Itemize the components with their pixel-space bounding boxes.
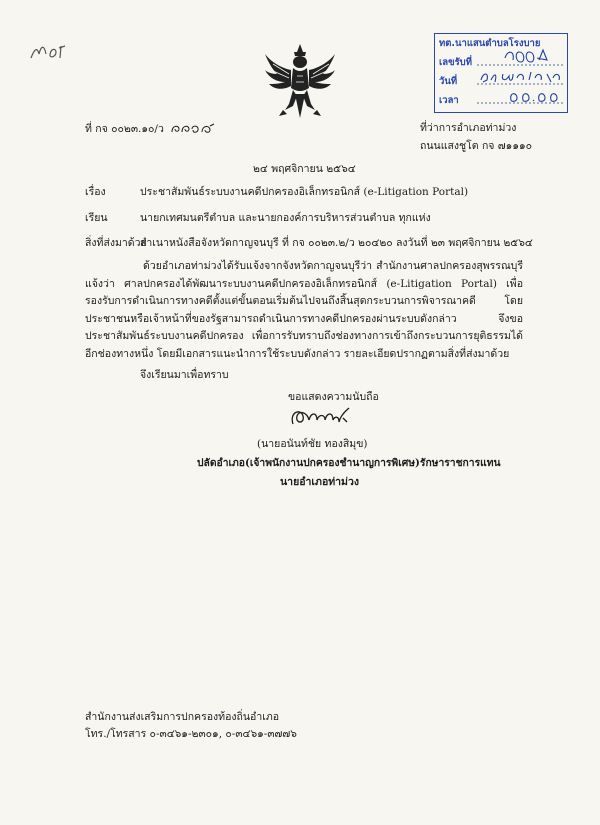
garuda-emblem-icon [263, 40, 337, 124]
stamp-handwriting [475, 34, 567, 112]
letter-date: ๒๔ พฤศจิกายน ๒๕๖๔ [253, 163, 356, 175]
handwritten-margin-note [28, 40, 68, 64]
office-name: ที่ว่าการอำเภอท่าม่วง [420, 122, 517, 134]
signer-position: นายอำเภอท่าม่วง [280, 476, 360, 488]
ref-number-handwritten [170, 121, 216, 135]
receiving-stamp [434, 33, 568, 113]
closing-text: จึงเรียนมาเพื่อทราบ [140, 369, 229, 381]
signer-title: ปลัดอำเภอ(เจ้าพนักงานปกครองชำนาญการพิเศษ)รักษาราชการแทน [197, 457, 501, 469]
stamp-title: ทต.นาแสนตำบลโรงบาย [439, 38, 541, 49]
signer-name: (นายอนันท์ชัย ทองสิมุข) [257, 438, 368, 450]
footer-office: สำนักงานส่งเสริมการปกครองท้องถิ่นอำเภอ [85, 711, 280, 723]
stamp-date-label: วันที่ [439, 76, 458, 87]
stamp-time-label: เวลา [439, 95, 459, 106]
regards-text: ขอแสดงความนับถือ [288, 391, 379, 403]
subject-text: ประชาสัมพันธ์ระบบงานคดีปกครองอิเล็กทรอนิกส์ (e-Litigation Portal) [140, 186, 469, 198]
signature-mark [287, 402, 357, 430]
recipient-text: นายกเทศมนตรีตำบล และนายกองค์การบริหารส่วนตำบล ทุกแห่ง [140, 212, 431, 224]
stamp-received-no-label: เลขรับที่ [439, 57, 472, 68]
office-address: ถนนแสงชูโต กจ ๗๑๑๑๐ [420, 140, 533, 152]
attachment-text: สำเนาหนังสือจังหวัดกาญจนบุรี ที่ กจ ๐๐๒๓.๒/ว ๒๐๔๒๐ ลงวันที่ ๒๓ พฤศจิกายน ๒๕๖๔ [140, 237, 533, 249]
ref-number: ที่ กจ ๐๐๒๓.๑๐/ว [85, 123, 164, 135]
recipient-label: เรียน [85, 212, 108, 224]
body-paragraph: ด้วยอำเภอท่าม่วงได้รับแจ้งจากจังหวัดกาญจนบุรีว่า สำนักงานศาลปกครองสุพรรณบุรีแจ้งว่า ศาลปกครองได้พัฒนาระบบงานคดีปกครองอิเล็กทรอนิกส์ (e-Litigation Portal) เพื่อรองรับการดำเนินการทางคดีตั้งแต่ขั้นตอนเริ่มต้นไปจนถึงสิ้นสุดกระบวนการพิจารณาคดี โดยประชาชนหรือเจ้าหน้าที่ของรัฐสามารถดำเนินการทางคดีปกครองผ่านระบบดังกล่าว จึงขอประชาสัมพันธ์ระบบงานคดีปกครอง เพื่อการรับทราบถึงช่องทางการเข้าถึงกระบวนการยุติธรรมได้อีกช่องทางหนึ่ง โดยมีเอกสารแนะนำการใช้ระบบดังกล่าว รายละเอียดปรากฏตามสิ่งที่ส่งมาด้วย [85, 260, 523, 360]
attachment-label: สิ่งที่ส่งมาด้วย [85, 237, 147, 249]
footer-phone: โทร./โทรสาร ๐-๓๔๖๑-๒๓๐๑, ๐-๓๔๖๑-๓๗๗๖ [85, 728, 297, 740]
subject-label: เรื่อง [85, 186, 106, 198]
